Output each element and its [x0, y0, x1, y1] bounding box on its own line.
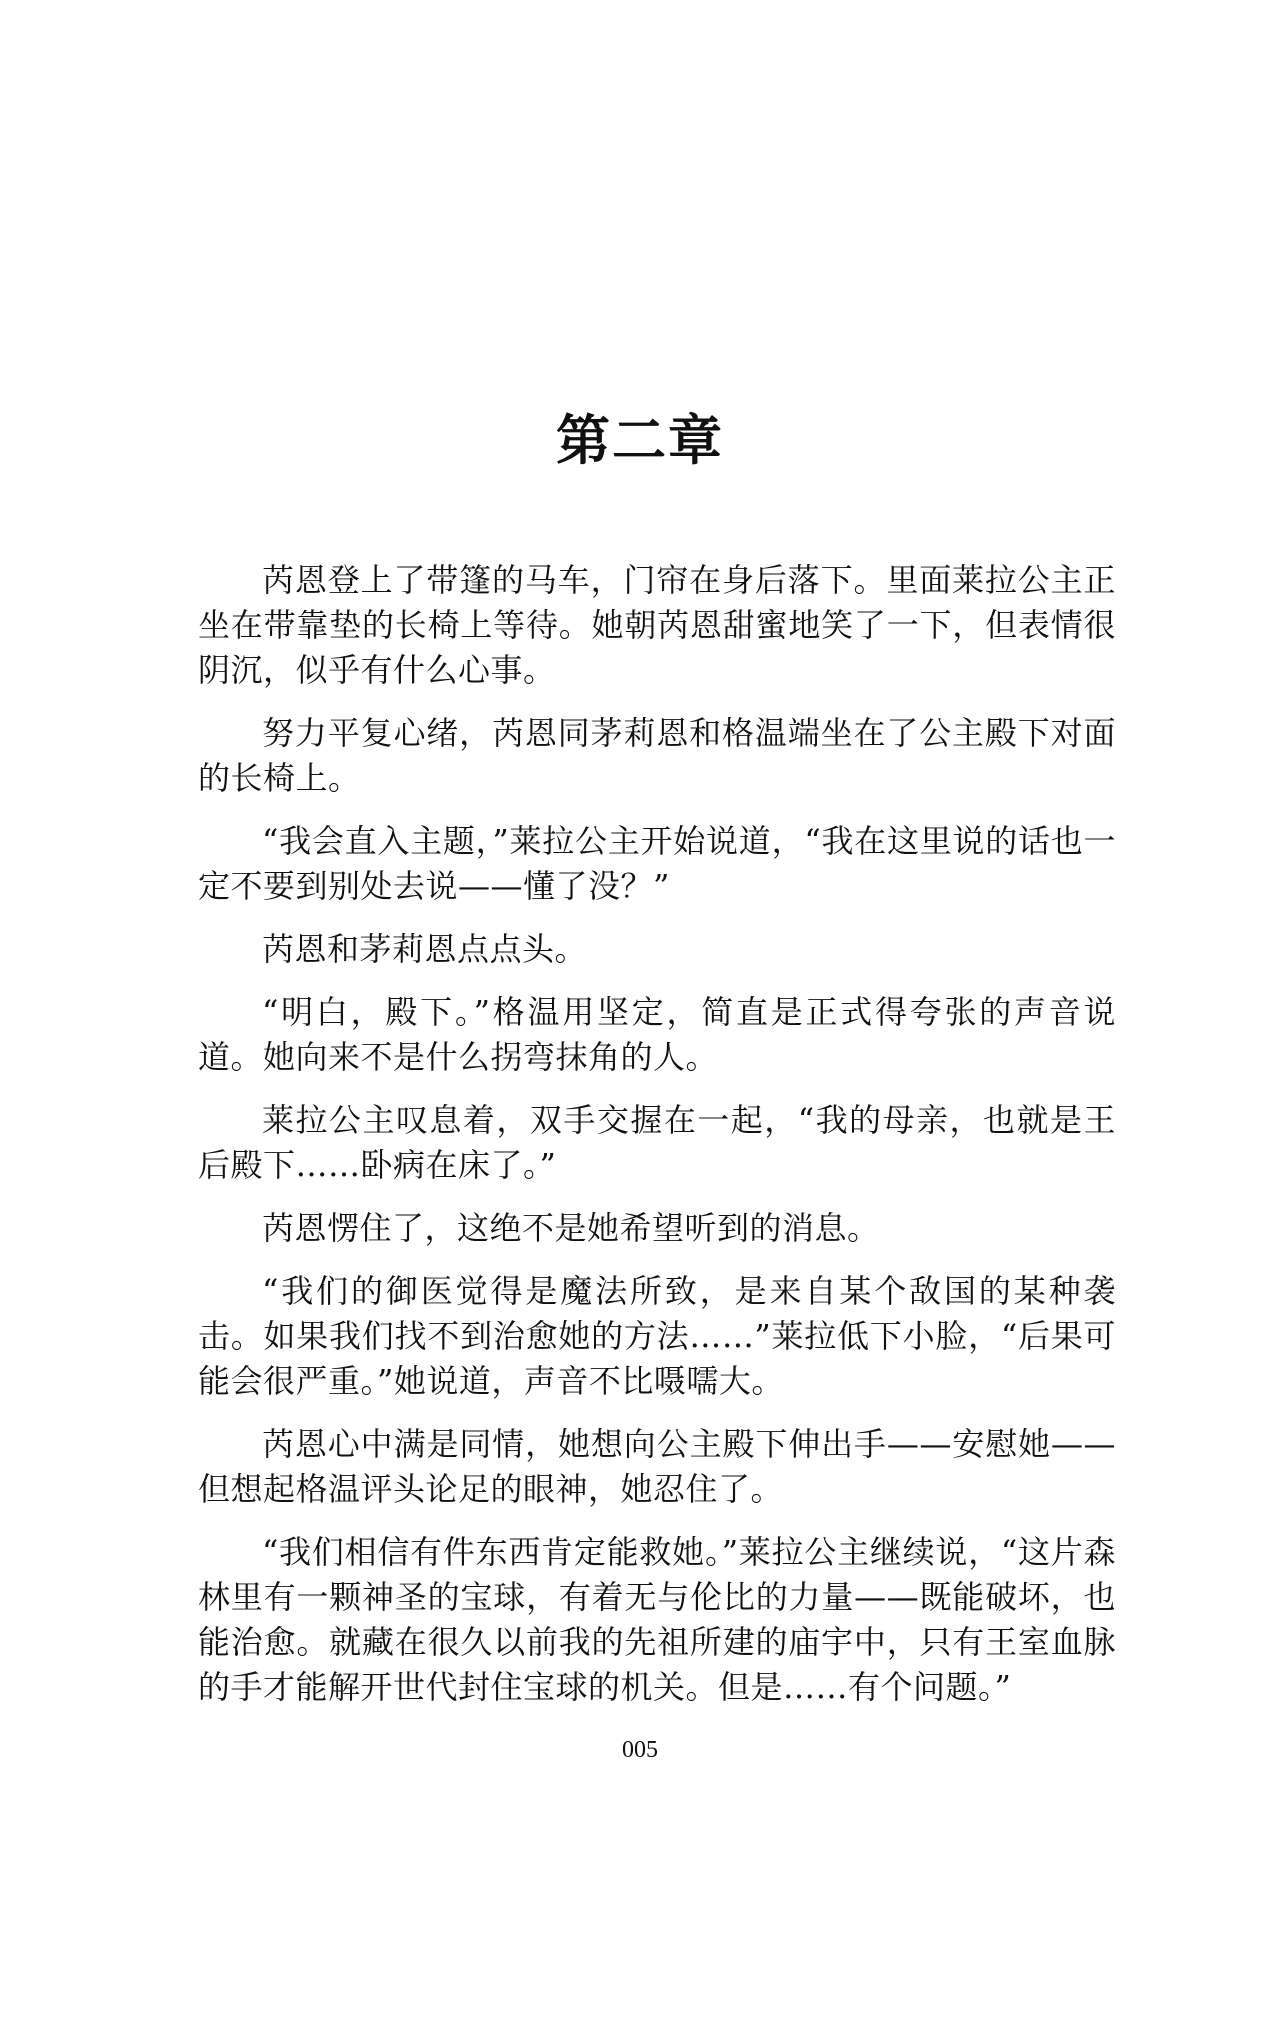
paragraph: 芮恩和茅莉恩点点头。 — [262, 930, 588, 968]
paragraph: 芮恩登上了带篷的马车，门帘在身后落下。里面莱拉公主正坐在带靠垫的长椅上等待。她朝芮恩甜蜜地笑了一下，但表情很阴沉，似乎有什么心事。 — [198, 561, 1116, 689]
paragraph: 芮恩愣住了，这绝不是她希望听到的消息。 — [262, 1209, 880, 1247]
body-text — [198, 558, 1116, 1728]
paragraph: “我们相信有件东西肯定能救她。”莱拉公主继续说，“这片森林里有一颗神圣的宝球，有着无与伦比的力量——既能破坏，也能治愈。就藏在很久以前我的先祖所建的庙宇中，只有王室血脉的手才能解开世代封住宝球的机关。但是……有个问题。” — [198, 1533, 1116, 1706]
chapter-title: 第二章 — [556, 408, 724, 472]
page-number: 005 — [622, 1737, 658, 1763]
paragraph: “明白，殿下。”格温用坚定，简直是正式得夸张的声音说道。她向来不是什么拐弯抹角的人。 — [198, 993, 1116, 1076]
paragraph: 莱拉公主叹息着，双手交握在一起，“我的母亲，也就是王后殿下……卧病在床了。” — [198, 1101, 1116, 1184]
paragraph: 努力平复心绪，芮恩同茅莉恩和格温端坐在了公主殿下对面的长椅上。 — [198, 714, 1116, 797]
paragraph: 芮恩心中满是同情，她想向公主殿下伸出手——安慰她——但想起格温评头论足的眼神，她忍住了。 — [198, 1425, 1116, 1508]
paragraph: “我们的御医觉得是魔法所致，是来自某个敌国的某种袭击。如果我们找不到治愈她的方法……”莱拉低下小脸，“后果可能会很严重。”她说道，声音不比嗫嚅大。 — [198, 1272, 1116, 1400]
paragraph: “我会直入主题，”莱拉公主开始说道，“我在这里说的话也一定不要到别处去说——懂了没？” — [198, 822, 1116, 905]
